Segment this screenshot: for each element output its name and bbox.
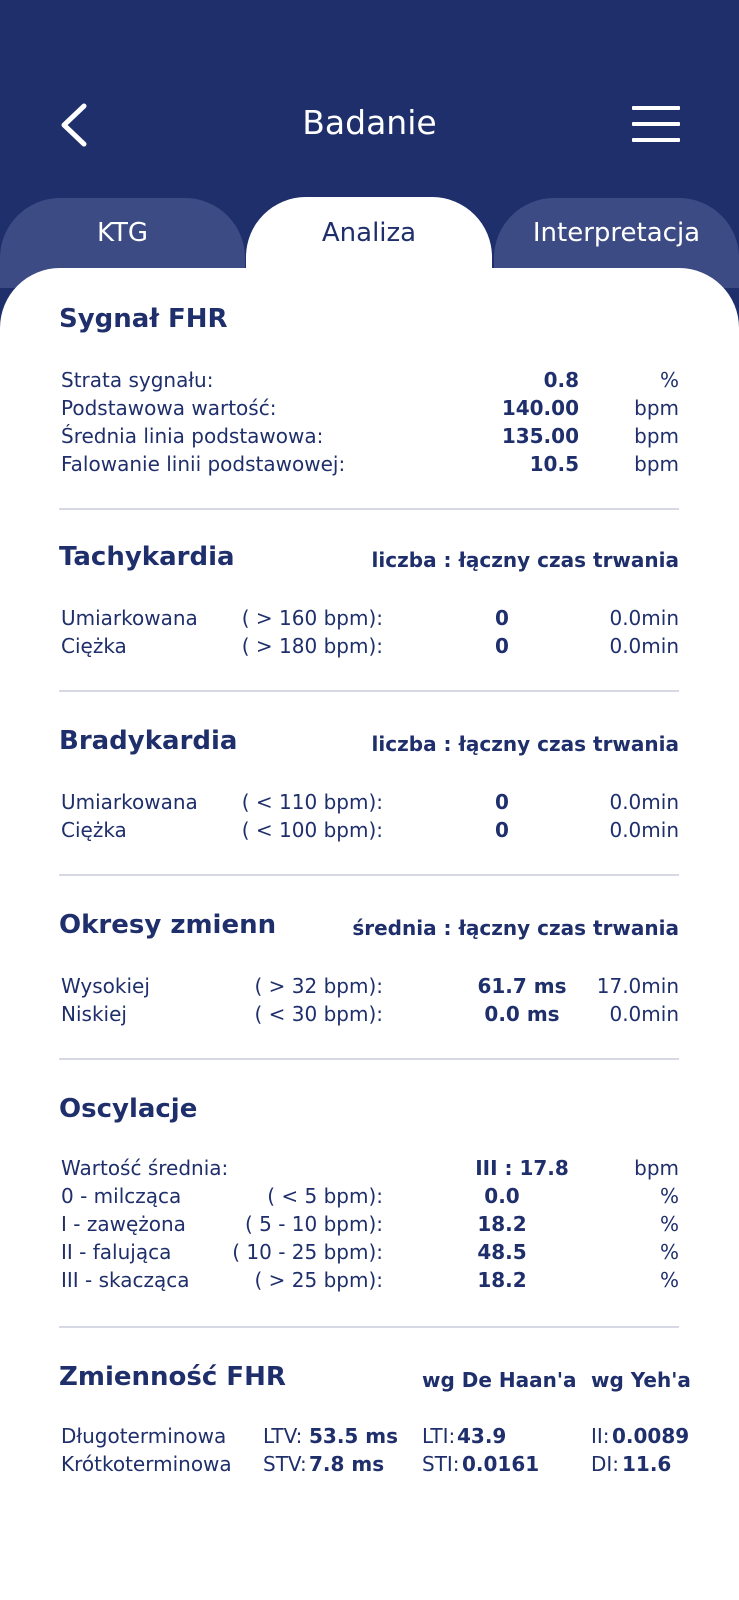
table-row [59, 424, 679, 452]
table-row [59, 634, 679, 662]
table-row [59, 1268, 679, 1296]
row-label: Wysokiej [61, 974, 150, 998]
table-row [59, 818, 679, 846]
row-value: 18.2 [477, 1212, 527, 1236]
tab-ktg[interactable]: KTG [0, 198, 245, 288]
table-row [59, 452, 679, 480]
row-label: Niskiej [61, 1002, 127, 1026]
lti-value: 43.9 [457, 1424, 507, 1448]
row-value: 0.0 ms [484, 1002, 560, 1026]
row-value: 0 [495, 818, 509, 842]
fhr-col-yeh: wg Yeh'a [591, 1368, 691, 1392]
row-value: 18.2 [477, 1268, 527, 1292]
row-unit: % [659, 368, 679, 392]
row-label: Krótkoterminowa [61, 1452, 232, 1476]
row-range: ( > 180 bpm): [241, 634, 383, 658]
row-range: ( > 160 bpm): [241, 606, 383, 630]
row-unit: 17.0min [596, 974, 679, 998]
row-unit: % [659, 1240, 679, 1264]
table-row [59, 1002, 679, 1030]
divider [59, 874, 679, 876]
row-label: III - skacząca [61, 1268, 190, 1292]
row-label: Ciężka [61, 634, 127, 658]
stv-key: STV: [263, 1452, 307, 1476]
row-range: ( 5 - 10 bpm): [244, 1212, 383, 1236]
divider [59, 1326, 679, 1328]
row-range: ( 10 - 25 bpm): [232, 1240, 383, 1264]
row-value: III : 17.8 [475, 1156, 569, 1180]
variability-periods-title: Okresy zmienn [59, 910, 277, 940]
header [0, 0, 739, 200]
tab-analiza[interactable]: Analiza [246, 197, 492, 297]
tachycardia-title: Tachykardia [59, 542, 235, 572]
row-value: 0 [495, 606, 509, 630]
page-title: Badanie [302, 103, 437, 142]
row-range: ( < 100 bpm): [241, 818, 383, 842]
row-label: Średnia linia podstawowa: [61, 424, 324, 448]
row-unit: 0.0min [609, 790, 679, 814]
ii-value: 0.0089 [612, 1424, 690, 1448]
row-value: 0.8 [543, 368, 579, 392]
row-label: Umiarkowana [61, 606, 198, 630]
row-unit: 0.0min [609, 1002, 679, 1026]
row-value: 61.7 ms [477, 974, 567, 998]
table-row [59, 1184, 679, 1212]
bradycardia-subtitle: liczba : łączny czas trwania [371, 732, 679, 756]
sti-key: STI: [422, 1452, 460, 1476]
row-unit: % [659, 1184, 679, 1208]
row-unit: % [659, 1212, 679, 1236]
row-label: Podstawowa wartość: [61, 396, 277, 420]
table-row [59, 1212, 679, 1240]
row-range: ( < 110 bpm): [241, 790, 383, 814]
lti-key: LTI: [422, 1424, 456, 1448]
row-unit: bpm [634, 396, 679, 420]
row-label: II - falująca [61, 1240, 172, 1264]
row-unit: bpm [634, 424, 679, 448]
row-value: 0 [495, 634, 509, 658]
oscillations-title: Oscylacje [59, 1094, 198, 1124]
variability-periods-subtitle: średnia : łączny czas trwania [352, 916, 679, 940]
row-label: Umiarkowana [61, 790, 198, 814]
table-row [59, 1452, 679, 1480]
divider [59, 690, 679, 692]
table-row [59, 1240, 679, 1268]
row-unit: 0.0min [609, 818, 679, 842]
row-unit: % [659, 1268, 679, 1292]
ii-key: II: [591, 1424, 610, 1448]
sti-value: 0.0161 [462, 1452, 540, 1476]
row-label: Ciężka [61, 818, 127, 842]
row-range: ( < 5 bpm): [267, 1184, 383, 1208]
row-range: ( > 32 bpm): [254, 974, 383, 998]
row-value: 140.00 [501, 396, 579, 420]
tachycardia-subtitle: liczba : łączny czas trwania [371, 548, 679, 572]
divider [59, 1058, 679, 1060]
row-label: Strata sygnału: [61, 368, 214, 392]
tab-interpretacja[interactable]: Interpretacja [494, 198, 739, 288]
di-key: DI: [591, 1452, 620, 1476]
stv-value: 7.8 ms [309, 1452, 385, 1476]
fhr-variability-title: Zmienność FHR [59, 1362, 286, 1392]
row-value: 0 [495, 790, 509, 814]
table-row [59, 368, 679, 396]
signal-title: Sygnał FHR [59, 304, 228, 334]
analysis-content [0, 268, 739, 1600]
bradycardia-title: Bradykardia [59, 726, 238, 756]
hamburger-menu-icon[interactable] [632, 106, 680, 142]
table-row [59, 974, 679, 1002]
row-label: Wartość średnia: [61, 1156, 229, 1180]
row-value: 48.5 [477, 1240, 527, 1264]
table-row [59, 1156, 679, 1184]
row-range: ( < 30 bpm): [254, 1002, 383, 1026]
table-row [59, 1424, 690, 1452]
row-label: I - zawężona [61, 1212, 186, 1236]
row-unit: 0.0min [609, 634, 679, 658]
row-label: Długoterminowa [61, 1424, 227, 1448]
ltv-value: 53.5 ms [309, 1424, 399, 1448]
row-unit: 0.0min [609, 606, 679, 630]
row-label: Falowanie linii podstawowej: [61, 452, 346, 476]
table-row [59, 790, 679, 818]
table-row [59, 606, 679, 634]
ltv-key: LTV: [263, 1424, 303, 1448]
row-unit: bpm [634, 1156, 679, 1180]
row-value: 10.5 [529, 452, 579, 476]
row-unit: bpm [634, 452, 679, 476]
fhr-col-dehaan: wg De Haan'a [422, 1368, 577, 1392]
divider [59, 508, 679, 510]
row-value: 135.00 [501, 424, 579, 448]
table-row [59, 396, 679, 424]
row-label: 0 - milcząca [61, 1184, 182, 1208]
row-value: 0.0 [484, 1184, 520, 1208]
row-range: ( > 25 bpm): [254, 1268, 383, 1292]
di-value: 11.6 [622, 1452, 672, 1476]
